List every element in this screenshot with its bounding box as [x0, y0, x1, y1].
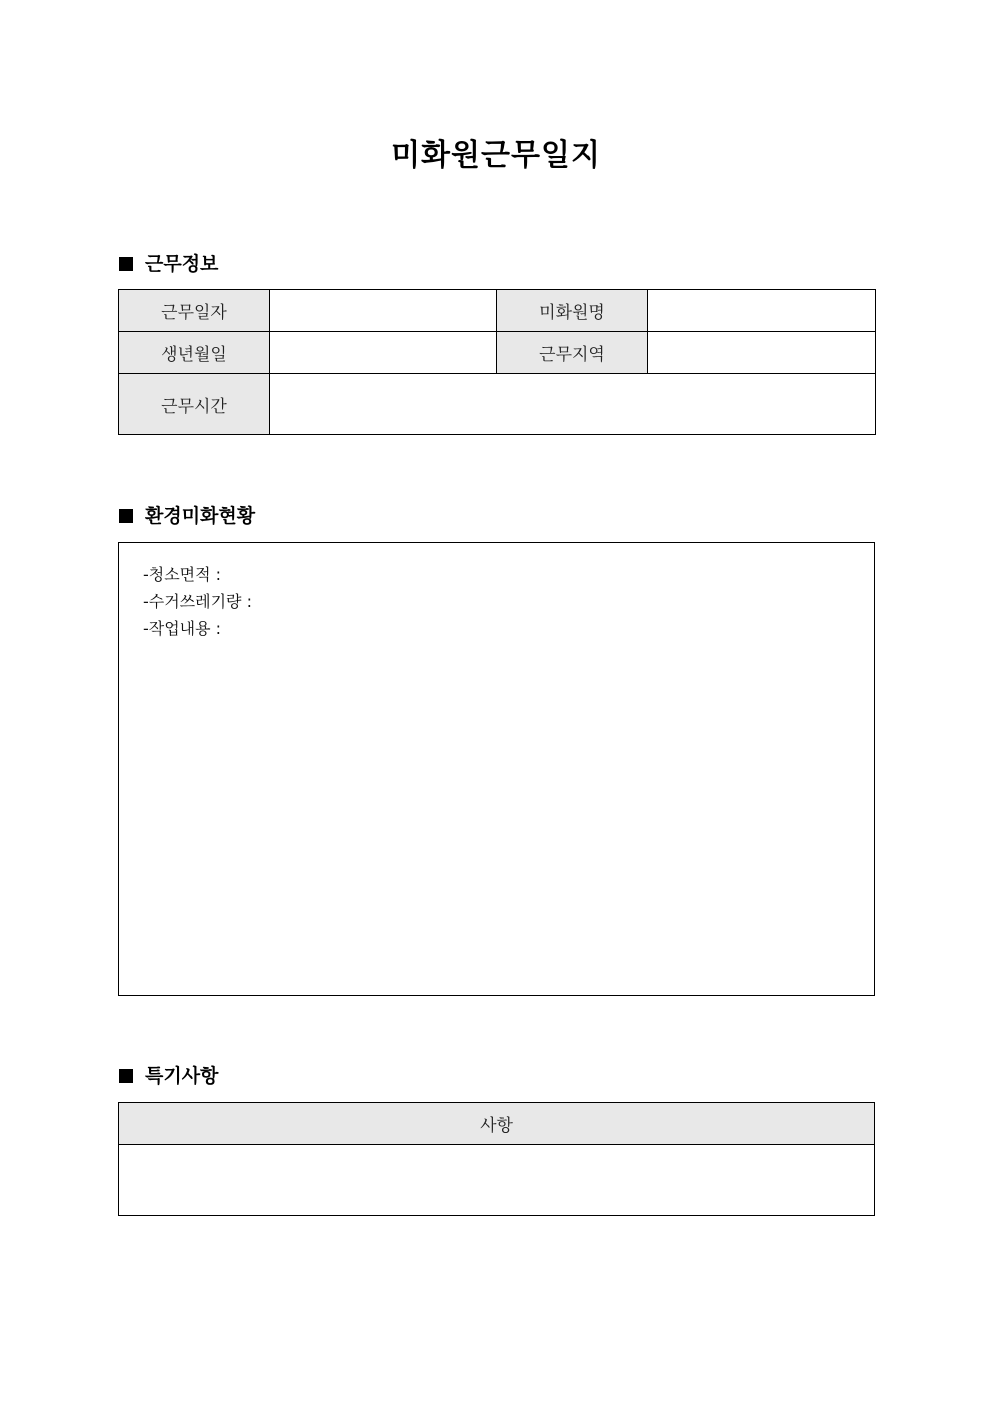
remarks-content-row	[119, 1145, 875, 1216]
work-date-label: 근무일자	[119, 290, 270, 332]
birth-date-label: 생년월일	[119, 332, 270, 374]
square-bullet-icon	[119, 509, 133, 523]
work-info-row-1	[119, 290, 876, 332]
remarks-table	[118, 1102, 875, 1216]
remarks-heading-label: 특기사항	[145, 1065, 219, 1087]
cleaner-name-label: 미화원명	[497, 290, 648, 332]
document-title: 미화원근무일지	[391, 138, 601, 173]
work-date-field[interactable]	[270, 290, 497, 332]
environment-status-lines	[143, 561, 252, 642]
remarks-column-header: 사항	[119, 1103, 875, 1145]
cleaning-area-line: -청소면적 :	[143, 565, 222, 584]
environment-status-heading	[119, 504, 255, 528]
work-info-heading	[119, 252, 218, 276]
work-hours-label: 근무시간	[119, 374, 270, 435]
cleaner-name-field[interactable]	[648, 290, 876, 332]
environment-status-box[interactable]	[118, 542, 875, 996]
work-content-line: -작업내용 :	[143, 619, 222, 638]
work-area-field[interactable]	[648, 332, 876, 374]
square-bullet-icon	[119, 257, 133, 271]
square-bullet-icon	[119, 1069, 133, 1083]
work-info-table	[118, 289, 876, 435]
work-info-row-2	[119, 332, 876, 374]
birth-date-field[interactable]	[270, 332, 497, 374]
work-hours-field[interactable]	[270, 374, 876, 435]
remarks-header-row	[119, 1103, 875, 1145]
work-info-row-3	[119, 374, 876, 435]
waste-amount-line: -수거쓰레기량 :	[143, 592, 252, 611]
work-info-heading-label: 근무정보	[145, 253, 219, 275]
work-area-label: 근무지역	[497, 332, 648, 374]
environment-status-heading-label: 환경미화현황	[145, 505, 256, 527]
remarks-heading	[119, 1064, 218, 1088]
remarks-content-field[interactable]	[119, 1145, 875, 1216]
